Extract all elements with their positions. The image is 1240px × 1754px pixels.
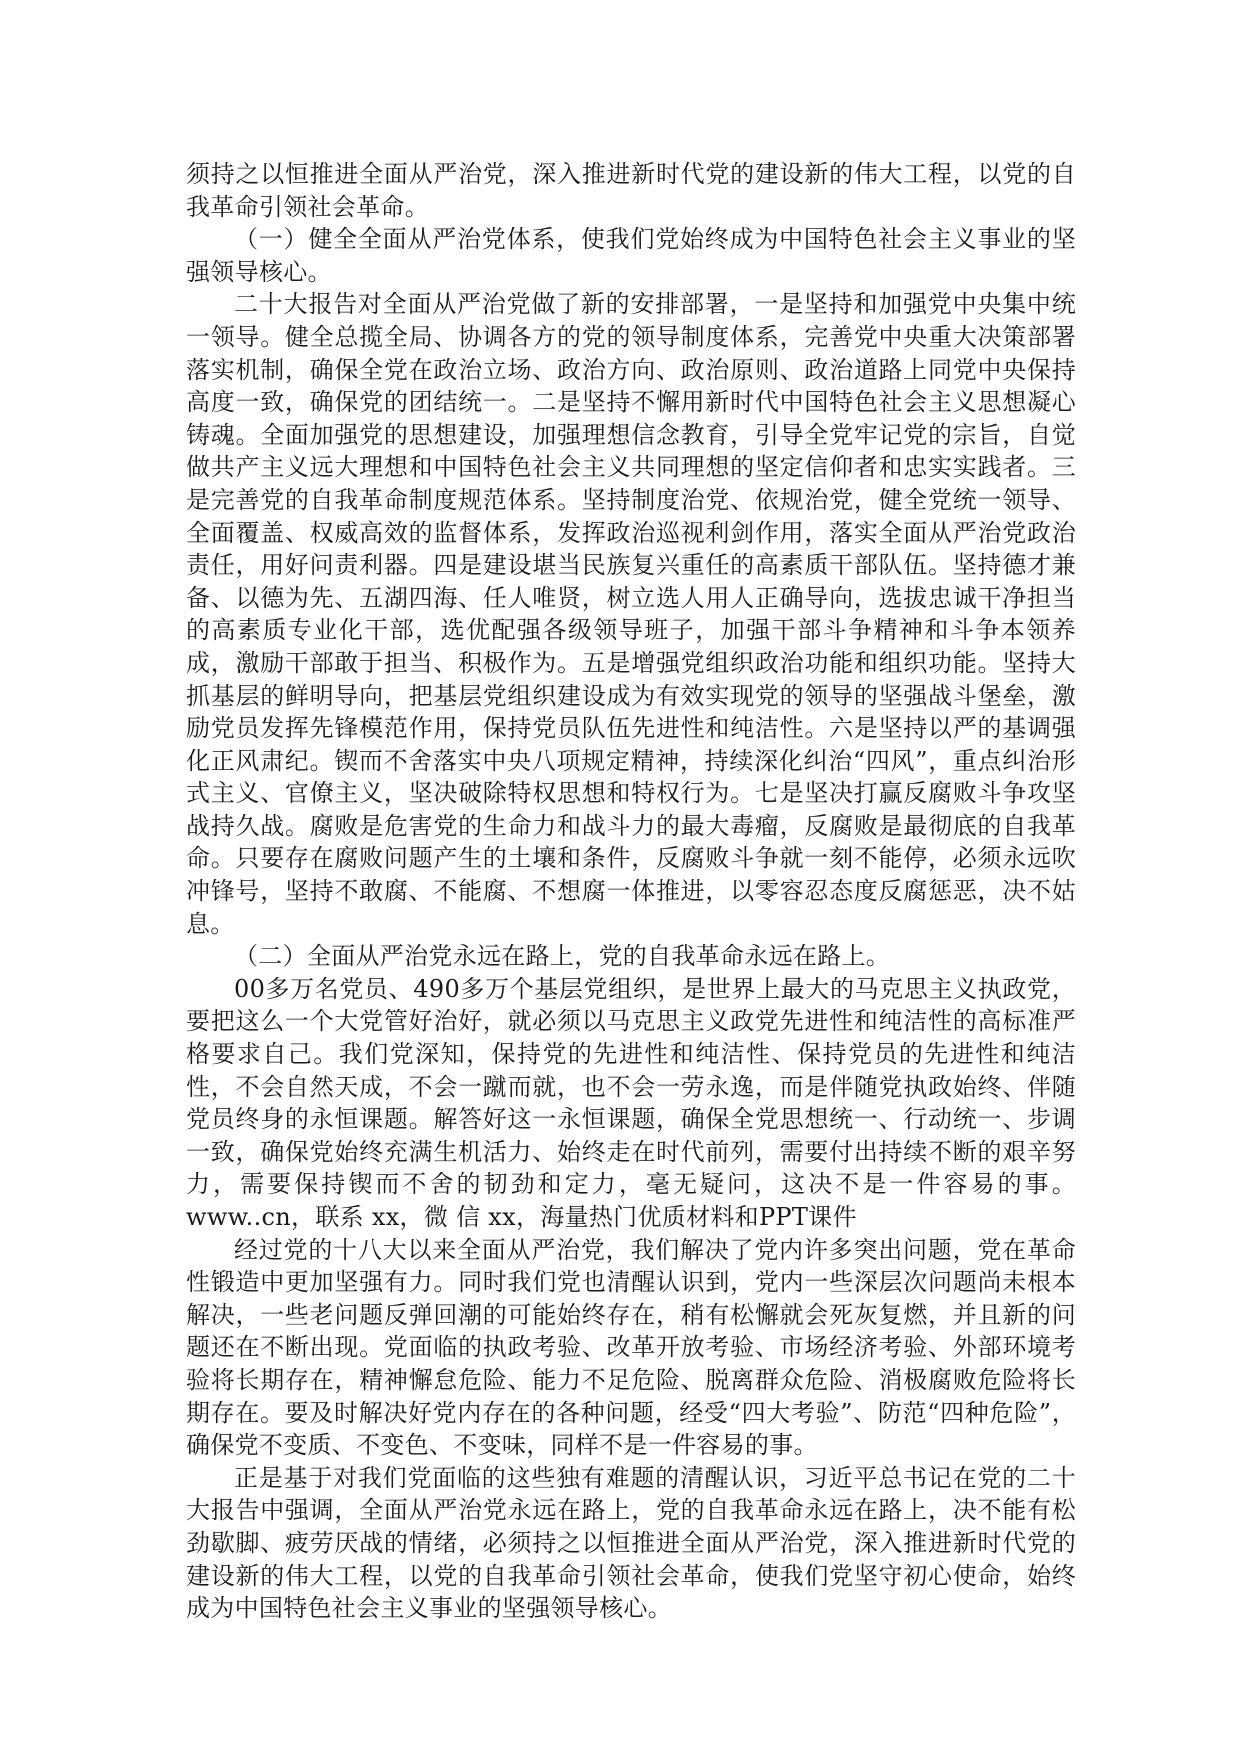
paragraph-party-members: 00多万名党员、490多万个基层党组织，是世界上最大的马克思主义执政党，要把这么一个大党管好治好，就必须以马克思主义政党先进性和纯洁性的高标准严格要求自己。我们党深知，保持党的先进性和纯洁性、保持党员的先进性和纯洁性，不会自然天成，不会一蹴而就，也不会一劳永逸，而是伴随党执政始终、伴随党员终身的永恒课题。解答好这一永恒课题，确保全党思想统一、行动统一、步调一致，确保党始终充满生机活力、始终走在时代前列，需要付出持续不断的艰辛努力，需要保持锲而不舍的韧劲和定力，毫无疑问，这决不是一件容易的事。www..cn，联系 xx，微 信 xx，海量热门优质材料和PPT课件 <box>186 974 1076 1231</box>
paragraph-requirements: 二十大报告对全面从严治党做了新的安排部署，一是坚持和加强党中央集中统一领导。健全总揽全局、协调各方的党的领导制度体系，完善党中央重大决策部署落实机制，确保全党在政治立场、政治方向、政治原则、政治道路上同党中央保持高度一致，确保党的团结统一。二是坚持不懈用新时代中国特色社会主义思想凝心铸魂。全面加强党的思想建设，加强理想信念教育，引导全党牢记党的宗旨，自觉做共产主义远大理想和中国特色社会主义共同理想的坚定信仰者和忠实实践者。三是完善党的自我革命制度规范体系。坚持制度治党、依规治党，健全党统一领导、全面覆盖、权威高效的监督体系，发挥政治巡视利剑作用，落实全面从严治党政治责任，用好问责利器。四是建设堪当民族复兴重任的高素质干部队伍。坚持德才兼备、以德为先、五湖四海、任人唯贤，树立选人用人正确导向，选拔忠诚干净担当的高素质专业化干部，选优配强各级领导班子，加强干部斗争精神和斗争本领养成，激励干部敢于担当、积极作为。五是增强党组织政治功能和组织功能。坚持大抓基层的鲜明导向，把基层党组织建设成为有效实现党的领导的坚强战斗堡垒，激励党员发挥先锋模范作用，保持党员队伍先进性和纯洁性。六是坚持以严的基调强化正风肃纪。锲而不舍落实中央八项规定精神，持续深化纠治“四风”，重点纠治形式主义、官僚主义，坚决破除特权思想和特权行为。七是坚决打赢反腐败斗争攻坚战持久战。腐败是危害党的生命力和战斗力的最大毒瘤，反腐败是最彻底的自我革命。只要存在腐败问题产生的土壤和条件，反腐败斗争就一刻不能停，必须永远吹冲锋号，坚持不敢腐、不能腐、不想腐一体推进，以零容忍态度反腐惩恶，决不姑息。 <box>186 290 1076 938</box>
section-heading-2: （二）全面从严治党永远在路上，党的自我革命永远在路上。 <box>234 942 891 971</box>
paragraph-continuation: 须持之以恒推进全面从严治党，深入推进新时代党的建设新的伟大工程，以党的自我革命引领社会革命。 <box>186 160 1076 221</box>
paragraph-conclusion: 正是基于对我们党面临的这些独有难题的清醒认识，习近平总书记在党的二十大报告中强调，全面从严治党永远在路上，党的自我革命永远在路上，决不能有松劲歇脚、疲劳厌战的情绪，必须持之以恒推进全面从严治党，深入推进新时代党的建设新的伟大工程，以党的自我革命引领社会革命，使我们党坚守初心使命，始终成为中国特色社会主义事业的坚强领导核心。 <box>186 1463 1076 1623</box>
paragraph-since-18th-congress: 经过党的十八大以来全面从严治党，我们解决了党内许多突出问题，党在革命性锻造中更加坚强有力。同时我们党也清醒认识到，党内一些深层次问题尚未根本解决，一些老问题反弹回潮的可能始终存在，稍有松懈就会死灰复燃，并且新的问题还在不断出现。党面临的执政考验、改革开放考验、市场经济考验、外部环境考验将长期存在，精神懈怠危险、能力不足危险、脱离群众危险、消极腐败危险将长期存在。要及时解决好党内存在的各种问题，经受“四大考验”、防范“四种危险”，确保党不变质、不变色、不变味，同样不是一件容易的事。 <box>186 1235 1076 1460</box>
section-heading-1: （一）健全全面从严治党体系，使我们党始终成为中国特色社会主义事业的坚强领导核心。 <box>186 225 1076 286</box>
document-body <box>186 158 1076 1625</box>
